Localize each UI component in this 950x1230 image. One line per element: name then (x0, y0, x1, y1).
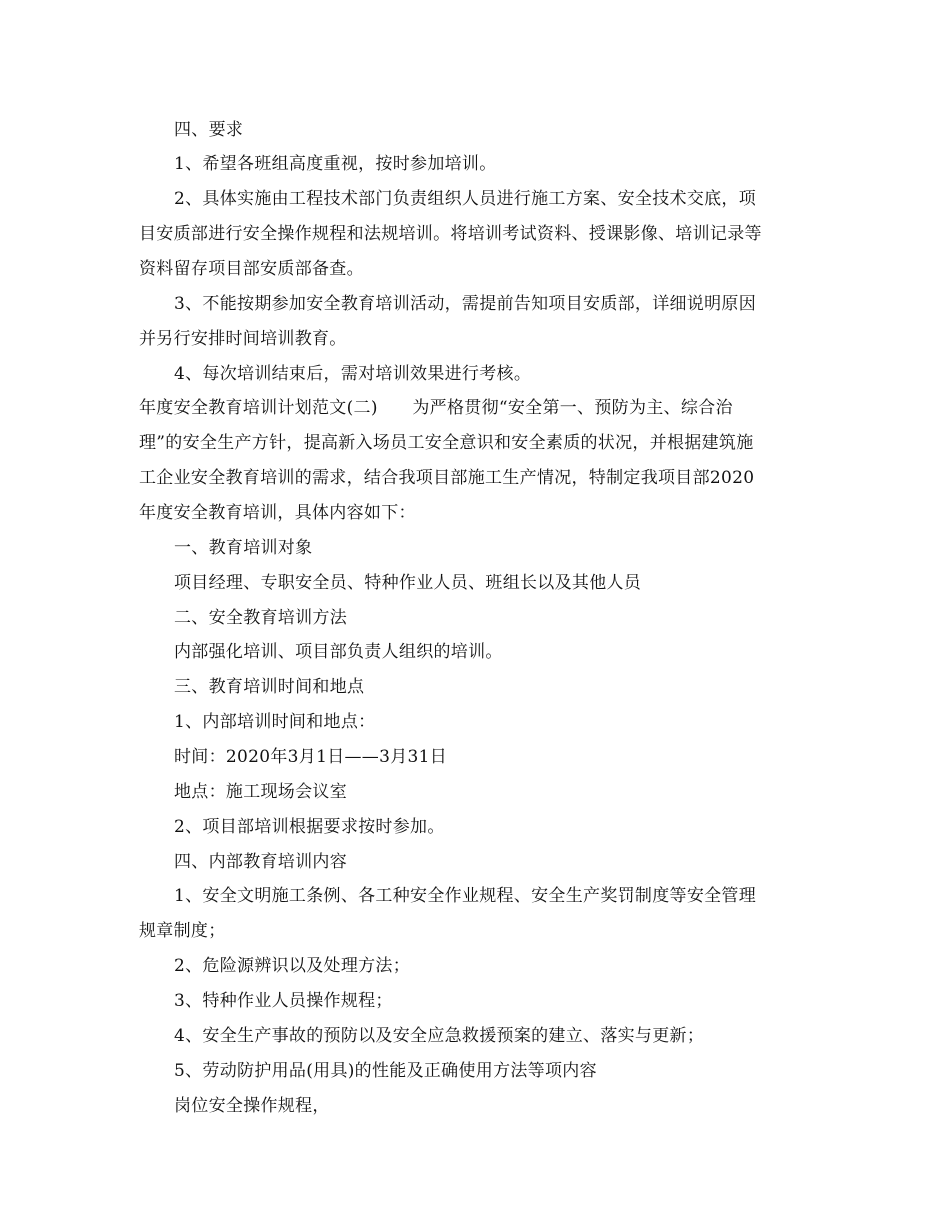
paragraph-line: 并另行安排时间培训教育。 (139, 329, 347, 349)
paragraph-line: 内部强化培训、项目部负责人组织的培训。 (174, 642, 503, 662)
section-heading-requirements: 四、要求 (174, 120, 244, 140)
paragraph-line: 4、安全生产事故的预防以及安全应急救援预案的建立、落实与更新； (174, 1026, 705, 1046)
paragraph-line: 2、项目部培训根据要求按时参加。 (174, 817, 445, 837)
section-heading: 四、内部教育培训内容 (174, 852, 347, 872)
section-heading: 三、教育培训时间和地点 (174, 677, 365, 697)
paragraph-line: 1、希望各班组高度重视，按时参加培训。 (174, 154, 497, 174)
paragraph-line: 2、具体实施由工程技术部门负责组织人员进行施工方案、安全技术交底，项 (174, 189, 757, 209)
paragraph-line: 1、安全文明施工条例、各工种安全作业规程、安全生产奖罚制度等安全管理 (174, 886, 757, 906)
paragraph-line: 理”的安全生产方针，提高新入场员工安全意识和安全素质的状况，并根据建筑施 (139, 433, 754, 453)
paragraph-line: 目安质部进行安全操作规程和法规培训。将培训考试资料、授课影像、培训记录等 (139, 224, 762, 244)
paragraph-line: 时间：2020年3月1日——3月31日 (174, 747, 448, 767)
paragraph-line: 工企业安全教育培训的需求，结合我项目部施工生产情况，特制定我项目部2020 (139, 468, 755, 488)
section-heading: 二、安全教育培训方法 (174, 608, 347, 628)
paragraph-line: 4、每次培训结束后，需对培训效果进行考核。 (174, 364, 532, 384)
paragraph-line: 年度安全教育培训，具体内容如下： (139, 503, 416, 523)
paragraph-line: 3、特种作业人员操作规程； (174, 991, 393, 1011)
paragraph-line: 3、不能按期参加安全教育培训活动，需提前告知项目安质部，详细说明原因 (174, 294, 757, 314)
paragraph-line: 资料留存项目部安质部备查。 (139, 259, 364, 279)
section-title-line: 年度安全教育培训计划范文(二) 为严格贯彻“安全第一、预防为主、综合治 (139, 398, 733, 418)
section-heading: 一、教育培训对象 (174, 538, 313, 558)
paragraph-line: 项目经理、专职安全员、特种作业人员、班组长以及其他人员 (174, 573, 642, 593)
paragraph-line: 地点：施工现场会议室 (174, 782, 347, 802)
paragraph-line: 规章制度； (139, 921, 226, 941)
paragraph-line: 2、危险源辨识以及处理方法； (174, 956, 411, 976)
paragraph-line: 1、内部培训时间和地点： (174, 712, 376, 732)
paragraph-line: 5、劳动防护用品(用具)的性能及正确使用方法等项内容 (174, 1061, 597, 1081)
paragraph-line: 岗位安全操作规程， (174, 1096, 330, 1116)
